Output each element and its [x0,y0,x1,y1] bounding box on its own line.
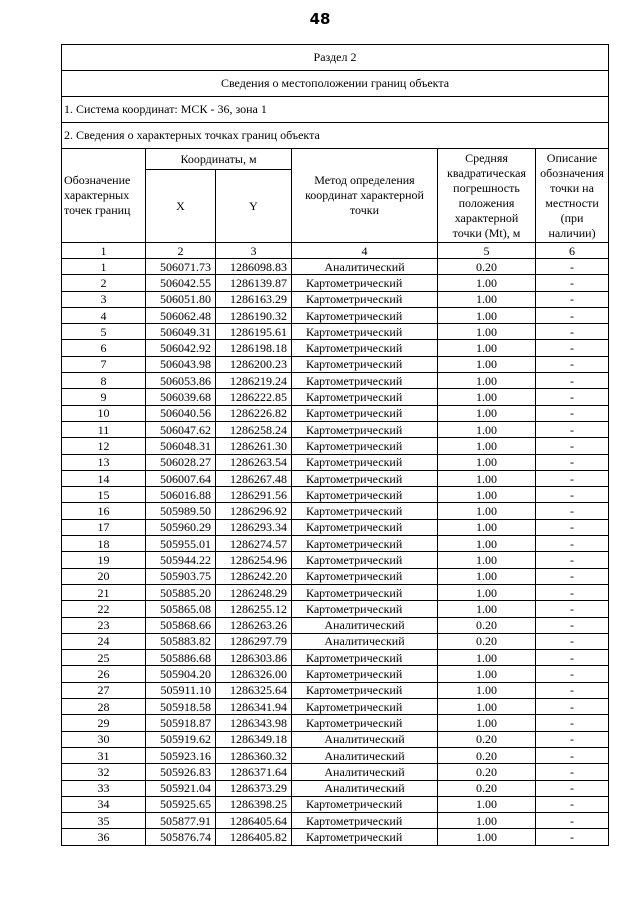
error-value: 1.00 [438,796,536,812]
method: Картометрический [292,666,438,682]
column-number: 5 [438,243,536,259]
method: Аналитический [292,259,438,275]
table-row [62,356,609,372]
point-number: 18 [62,536,146,552]
description: - [536,617,609,633]
coord-x: 505923.16 [146,747,216,763]
point-number: 33 [62,780,146,796]
point-number: 20 [62,568,146,584]
method: Аналитический [292,780,438,796]
description: - [536,389,609,405]
column-number: 4 [292,243,438,259]
table-row [62,584,609,600]
table-row [62,780,609,796]
coord-y: 1286242.20 [216,568,292,584]
description: - [536,829,609,845]
description: - [536,536,609,552]
column-number: 2 [146,243,216,259]
method: Картометрический [292,715,438,731]
table-row [62,487,609,503]
point-number: 15 [62,487,146,503]
description: - [536,340,609,356]
coord-y: 1286349.18 [216,731,292,747]
error-value: 1.00 [438,552,536,568]
table-row [62,813,609,829]
point-number: 7 [62,356,146,372]
column-number: 6 [536,243,609,259]
coord-x: 505918.87 [146,715,216,731]
coord-x: 505911.10 [146,682,216,698]
coord-x: 505921.04 [146,780,216,796]
error-value: 1.00 [438,584,536,600]
method: Картометрический [292,829,438,845]
coord-x: 506043.98 [146,356,216,372]
point-number: 31 [62,747,146,763]
coord-y: 1286373.29 [216,780,292,796]
table-row [62,405,609,421]
coord-x: 505925.65 [146,796,216,812]
header-error: Средняя квадратическая погрешность положения характерной точки (Mt), м [438,149,536,243]
method: Картометрический [292,291,438,307]
method: Картометрический [292,470,438,486]
column-numbers-row [62,243,609,259]
description: - [536,633,609,649]
description: - [536,780,609,796]
description: - [536,503,609,519]
method: Картометрический [292,584,438,600]
coord-x: 506062.48 [146,307,216,323]
coord-y: 1286248.29 [216,584,292,600]
coord-y: 1286254.96 [216,552,292,568]
error-value: 1.00 [438,405,536,421]
error-value: 1.00 [438,275,536,291]
coord-y: 1286291.56 [216,487,292,503]
description: - [536,405,609,421]
points-title: 2. Сведения о характерных точках границ объекта [62,123,609,149]
method: Картометрический [292,324,438,340]
coord-y: 1286222.85 [216,389,292,405]
method: Картометрический [292,519,438,535]
coord-y: 1286195.61 [216,324,292,340]
coord-y: 1286163.29 [216,291,292,307]
coord-x: 505918.58 [146,699,216,715]
coord-y: 1286325.64 [216,682,292,698]
error-value: 0.20 [438,747,536,763]
table-row [62,259,609,275]
description: - [536,324,609,340]
column-number: 1 [62,243,146,259]
description: - [536,373,609,389]
method: Картометрический [292,650,438,666]
error-value: 1.00 [438,470,536,486]
error-value: 1.00 [438,438,536,454]
table-row [62,829,609,845]
method: Аналитический [292,764,438,780]
coord-y: 1286274.57 [216,536,292,552]
page-number: 48 [309,10,331,28]
coord-x: 506071.73 [146,259,216,275]
table-row [62,340,609,356]
coord-x: 505960.29 [146,519,216,535]
method: Аналитический [292,617,438,633]
point-number: 8 [62,373,146,389]
error-value: 1.00 [438,829,536,845]
coord-y: 1286326.00 [216,666,292,682]
coord-y: 1286296.92 [216,503,292,519]
coord-y: 1286219.24 [216,373,292,389]
table-row [62,275,609,291]
coord-x: 506051.80 [146,291,216,307]
method: Картометрический [292,699,438,715]
point-number: 19 [62,552,146,568]
point-number: 6 [62,340,146,356]
point-number: 30 [62,731,146,747]
method: Картометрический [292,356,438,372]
description: - [536,731,609,747]
error-value: 1.00 [438,682,536,698]
coord-x: 505919.62 [146,731,216,747]
point-number: 4 [62,307,146,323]
point-number: 29 [62,715,146,731]
coord-x: 506042.55 [146,275,216,291]
error-value: 1.00 [438,291,536,307]
coord-x: 506047.62 [146,421,216,437]
method: Картометрический [292,796,438,812]
boundary-points-table [61,44,609,846]
coord-x: 506040.56 [146,405,216,421]
method: Картометрический [292,503,438,519]
point-number: 35 [62,813,146,829]
method: Картометрический [292,536,438,552]
point-number: 14 [62,470,146,486]
table-row [62,389,609,405]
point-number: 5 [62,324,146,340]
method: Картометрический [292,307,438,323]
coord-y: 1286398.25 [216,796,292,812]
coord-x: 505876.74 [146,829,216,845]
coord-x: 505883.82 [146,633,216,649]
error-value: 0.20 [438,780,536,796]
error-value: 1.00 [438,373,536,389]
description: - [536,747,609,763]
error-value: 1.00 [438,389,536,405]
coord-x: 506039.68 [146,389,216,405]
point-number: 36 [62,829,146,845]
description: - [536,356,609,372]
table-row [62,650,609,666]
coord-x: 505944.22 [146,552,216,568]
coord-x: 505877.91 [146,813,216,829]
error-value: 1.00 [438,340,536,356]
coord-x: 505926.83 [146,764,216,780]
method: Картометрический [292,421,438,437]
description: - [536,307,609,323]
coord-y: 1286255.12 [216,601,292,617]
description: - [536,454,609,470]
table-row [62,747,609,763]
coord-y: 1286303.86 [216,650,292,666]
coord-y: 1286371.64 [216,764,292,780]
coord-x: 505904.20 [146,666,216,682]
table-row [62,324,609,340]
description: - [536,519,609,535]
point-number: 28 [62,699,146,715]
table-row [62,536,609,552]
coord-y: 1286263.54 [216,454,292,470]
coord-x: 506048.31 [146,438,216,454]
method: Картометрический [292,682,438,698]
coord-x: 505885.20 [146,584,216,600]
point-number: 22 [62,601,146,617]
point-number: 1 [62,259,146,275]
coord-y: 1286263.26 [216,617,292,633]
coord-y: 1286098.83 [216,259,292,275]
error-value: 0.20 [438,259,536,275]
description: - [536,813,609,829]
table-row [62,715,609,731]
error-value: 0.20 [438,617,536,633]
method: Картометрический [292,552,438,568]
coord-x: 506028.27 [146,454,216,470]
description: - [536,796,609,812]
coord-x: 505989.50 [146,503,216,519]
description: - [536,487,609,503]
coord-y: 1286226.82 [216,405,292,421]
table-row [62,731,609,747]
point-number: 16 [62,503,146,519]
error-value: 1.00 [438,503,536,519]
method: Картометрический [292,373,438,389]
description: - [536,470,609,486]
error-value: 1.00 [438,356,536,372]
description: - [536,715,609,731]
coord-x: 505868.66 [146,617,216,633]
coord-y: 1286198.18 [216,340,292,356]
coord-y: 1286405.82 [216,829,292,845]
table-row [62,796,609,812]
section-subtitle: Сведения о местоположении границ объекта [62,71,609,97]
error-value: 1.00 [438,324,536,340]
table-row [62,666,609,682]
table-row [62,617,609,633]
point-number: 12 [62,438,146,454]
description: - [536,584,609,600]
description: - [536,291,609,307]
description: - [536,259,609,275]
point-number: 27 [62,682,146,698]
coord-y: 1286297.79 [216,633,292,649]
coord-y: 1286261.30 [216,438,292,454]
point-number: 10 [62,405,146,421]
coord-x: 505903.75 [146,568,216,584]
point-number: 24 [62,633,146,649]
point-number: 17 [62,519,146,535]
table-row [62,503,609,519]
error-value: 1.00 [438,536,536,552]
table-row [62,291,609,307]
error-value: 1.00 [438,601,536,617]
coord-y: 1286293.34 [216,519,292,535]
description: - [536,568,609,584]
coord-y: 1286341.94 [216,699,292,715]
error-value: 0.20 [438,764,536,780]
coord-x: 506007.64 [146,470,216,486]
error-value: 0.20 [438,633,536,649]
point-number: 32 [62,764,146,780]
point-number: 9 [62,389,146,405]
error-value: 1.00 [438,519,536,535]
table-row [62,373,609,389]
table-row [62,454,609,470]
point-number: 34 [62,796,146,812]
method: Аналитический [292,747,438,763]
description: - [536,275,609,291]
method: Картометрический [292,340,438,356]
method: Картометрический [292,405,438,421]
table-row [62,633,609,649]
header-x: X [146,170,216,243]
header-y: Y [216,170,292,243]
coord-y: 1286258.24 [216,421,292,437]
description: - [536,421,609,437]
method: Картометрический [292,454,438,470]
error-value: 1.00 [438,568,536,584]
header-coordinates: Координаты, м [146,149,292,170]
point-number: 23 [62,617,146,633]
coord-x: 505865.08 [146,601,216,617]
table-row [62,470,609,486]
error-value: 1.00 [438,650,536,666]
point-number: 13 [62,454,146,470]
error-value: 1.00 [438,715,536,731]
coord-y: 1286360.32 [216,747,292,763]
point-number: 2 [62,275,146,291]
method: Картометрический [292,275,438,291]
coord-y: 1286200.23 [216,356,292,372]
table-row [62,519,609,535]
table-row [62,421,609,437]
table-row [62,764,609,780]
method: Картометрический [292,438,438,454]
table-row [62,307,609,323]
error-value: 0.20 [438,731,536,747]
coord-y: 1286190.32 [216,307,292,323]
coord-y: 1286267.48 [216,470,292,486]
error-value: 1.00 [438,421,536,437]
coord-y: 1286405.64 [216,813,292,829]
description: - [536,438,609,454]
method: Картометрический [292,813,438,829]
description: - [536,552,609,568]
point-number: 11 [62,421,146,437]
point-number: 3 [62,291,146,307]
coord-x: 506042.92 [146,340,216,356]
header-description: Описание обозначения точки на местности (при наличии) [536,149,609,243]
coord-x: 506049.31 [146,324,216,340]
table-row [62,552,609,568]
method: Картометрический [292,601,438,617]
column-number: 3 [216,243,292,259]
description: - [536,650,609,666]
table-row [62,699,609,715]
coord-x: 505886.68 [146,650,216,666]
coord-x: 506016.88 [146,487,216,503]
point-number: 21 [62,584,146,600]
error-value: 1.00 [438,307,536,323]
coord-y: 1286343.98 [216,715,292,731]
method: Картометрический [292,389,438,405]
point-number: 25 [62,650,146,666]
table-row [62,438,609,454]
error-value: 1.00 [438,699,536,715]
point-number: 26 [62,666,146,682]
error-value: 1.00 [438,454,536,470]
description: - [536,764,609,780]
section-title: Раздел 2 [62,45,609,71]
table-row [62,682,609,698]
coord-x: 506053.86 [146,373,216,389]
error-value: 1.00 [438,487,536,503]
method: Аналитический [292,731,438,747]
description: - [536,601,609,617]
header-point-id: Обозначение характерных точек границ [62,149,146,243]
description: - [536,666,609,682]
coord-x: 505955.01 [146,536,216,552]
error-value: 1.00 [438,813,536,829]
coordinate-system: 1. Система координат: МСК - 36, зона 1 [62,97,609,123]
header-method: Метод определения координат характерной точки [292,149,438,243]
error-value: 1.00 [438,666,536,682]
table-row [62,568,609,584]
method: Картометрический [292,568,438,584]
description: - [536,682,609,698]
table-row [62,601,609,617]
coord-y: 1286139.87 [216,275,292,291]
description: - [536,699,609,715]
method: Аналитический [292,633,438,649]
method: Картометрический [292,487,438,503]
